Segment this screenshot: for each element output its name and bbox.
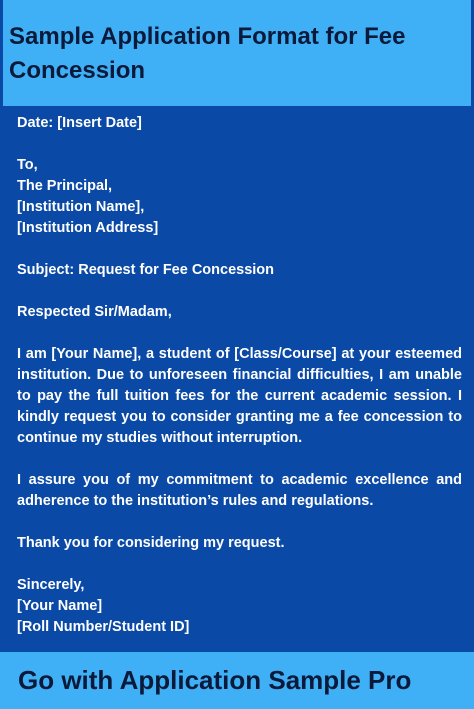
signature-roll-number: [Roll Number/Student ID] (17, 619, 190, 635)
recipient-block (17, 155, 462, 239)
footer-banner (0, 652, 474, 709)
recipient-institution-address: [Institution Address] (17, 220, 159, 236)
letter-body (17, 113, 462, 638)
signature-name: [Your Name] (17, 598, 103, 614)
signature-closing: Sincerely, (17, 577, 85, 593)
footer-text: Go with Application Sample Pro (18, 665, 412, 695)
letter-date: Date: [Insert Date] (17, 115, 142, 131)
letter-thanks: Thank you for considering my request. (17, 535, 285, 551)
recipient-principal: The Principal, (17, 178, 113, 194)
letter-salutation: Respected Sir/Madam, (17, 304, 172, 320)
signature-block (17, 575, 462, 638)
page-title: Sample Application Format for Fee Concession (9, 23, 406, 84)
recipient-to: To, (17, 157, 38, 173)
recipient-institution-name: [Institution Name], (17, 199, 145, 215)
letter-paragraph-assurance: I assure you of my commitment to academic excellence and adherence to the institution’s rules and regulations. (17, 472, 462, 509)
letter-subject: Subject: Request for Fee Concession (17, 262, 275, 278)
letter-paragraph-request: I am [Your Name], a student of [Class/Course] at your esteemed institution. Due to unforeseen financial difficulties, I am unable to pay the full tuition fees for the current academic session. I kindly request you to consider granting me a fee concession to continue my studies without interruption. (17, 346, 462, 446)
header-banner (0, 0, 474, 106)
